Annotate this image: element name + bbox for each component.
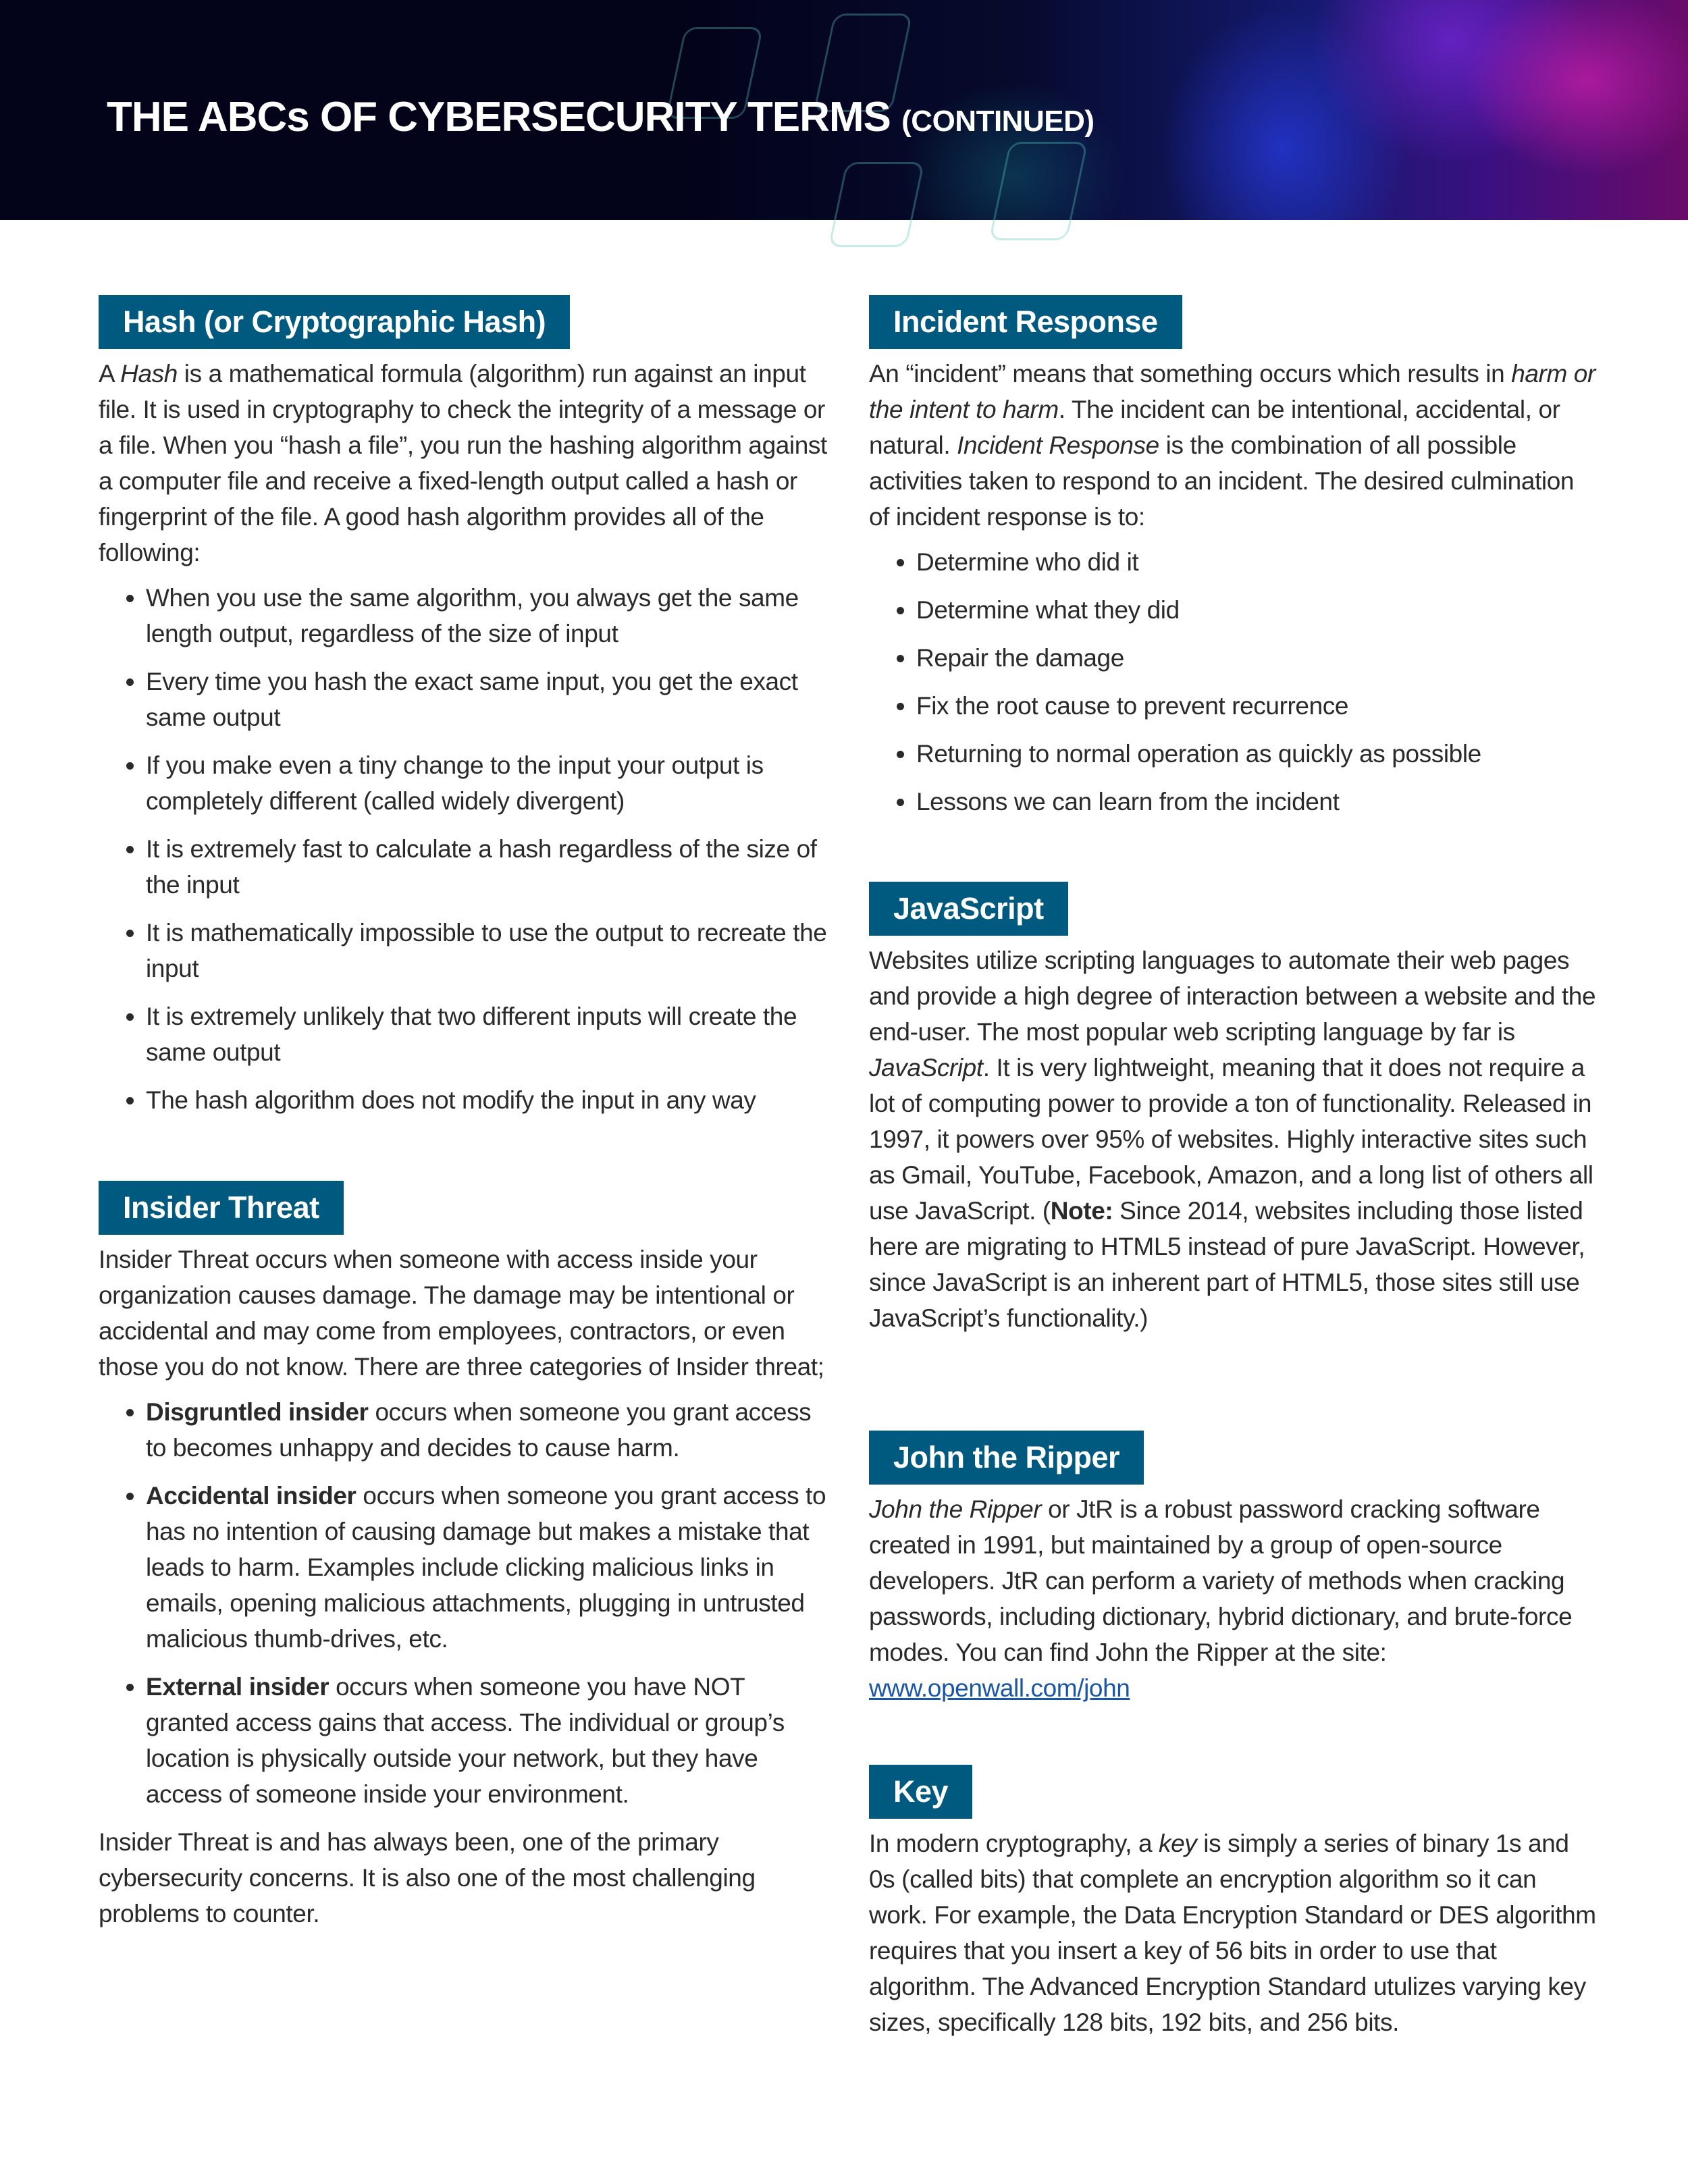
list-item: [146, 915, 828, 986]
list-item: [146, 998, 828, 1070]
section-heading: JavaScript: [869, 882, 1068, 936]
text-run: Lessons we can learn from the incident: [916, 788, 1340, 816]
text-run: It is mathematically impossible to use the output to recreate the input: [146, 919, 827, 982]
text-run: An “incident” means that something occurs which results in: [869, 360, 1512, 388]
text-run: . It is very lightweight, meaning that it does not require a lot of computing power to provide a ton of functionality. Released in 1997, it powers over 95% of websites. Highly interactive sites such as Gmail, YouTube, Facebook, Amazon, and a long list of others all use JavaScript. (: [869, 1054, 1593, 1225]
paragraph: [869, 356, 1598, 535]
list-item: [146, 1394, 828, 1466]
website-link[interactable]: www.openwall.com/john: [869, 1674, 1130, 1702]
list-item: [146, 664, 828, 735]
paragraph: [869, 942, 1598, 1336]
text-run: Websites utilize scripting languages to automate their web pages and provide a high degree of interaction between a website and the end-user. The most popular web scripting language by far is: [869, 947, 1596, 1046]
text-run: Insider Threat is and has always been, one of the primary cybersecurity concerns. It is also one of the most challenging problems to counter.: [99, 1828, 756, 1927]
section-john-the-ripper: [869, 1431, 1598, 1706]
paragraph: [99, 1824, 828, 1932]
text-run: is simply a series of binary 1s and 0s (called bits) that complete an encryption algorithm so it can work. For example, the Data Encryption Standard or DES algorithm requires that you insert a key of 56 bits in order to use that algorithm. The Advanced Encryption Standard utulizes varying key sizes, specifically 128 bits, 192 bits, and 256 bits.: [869, 1830, 1596, 2036]
text-run: A: [99, 360, 121, 388]
italic-term: key: [1159, 1830, 1197, 1857]
text-run: Determine what they did: [916, 596, 1180, 624]
italic-term: Hash: [120, 360, 178, 388]
bullet-list: [99, 1394, 828, 1812]
bullet-list: [99, 580, 828, 1118]
list-item: [916, 544, 1598, 580]
list-item: [146, 1082, 828, 1118]
section-heading: Key: [869, 1765, 972, 1819]
text-run: is the combination of all possible activities taken to respond to an incident. The desired culmination of incident response is to:: [869, 431, 1575, 531]
list-item: [916, 784, 1598, 820]
text-run: occurs when someone you have NOT granted access gains that access. The individual or group’s location is physically outside your network, but they have access of someone inside your environment.: [146, 1673, 785, 1808]
bold-term: Disgruntled insider: [146, 1398, 369, 1426]
text-run: Returning to normal operation as quickly as possible: [916, 740, 1481, 768]
section-heading: Incident Response: [869, 295, 1182, 349]
page-title: [107, 93, 1094, 141]
list-item: [146, 747, 828, 819]
italic-term: harm or the intent to harm: [869, 360, 1595, 423]
bold-term: Note:: [1050, 1197, 1113, 1225]
keyboard-key-decoration: [828, 162, 925, 247]
section-key: [869, 1765, 1598, 2040]
list-item: [146, 580, 828, 651]
bullet-list: [869, 544, 1598, 820]
list-item: [916, 736, 1598, 772]
bold-term: Accidental insider: [146, 1482, 357, 1510]
text-run: Since 2014, websites including those listed here are migrating to HTML5 instead of pure JavaScript. However, since JavaScript is an inherent part of HTML5, those sites still use JavaScript’s functionality.): [869, 1197, 1585, 1332]
text-run: If you make even a tiny change to the input your output is completely different (called widely divergent): [146, 751, 764, 815]
text-run: Every time you hash the exact same input, you get the exact same output: [146, 668, 798, 731]
text-run: occurs when someone you grant access to becomes unhappy and decides to cause harm.: [146, 1398, 812, 1462]
section-incident-response: [869, 295, 1598, 832]
section-heading: Hash (or Cryptographic Hash): [99, 295, 570, 349]
list-item: [916, 592, 1598, 628]
text-run: It is extremely unlikely that two different inputs will create the same output: [146, 1003, 797, 1066]
text-run: . The incident can be intentional, accidental, or natural.: [869, 396, 1560, 459]
text-run: Insider Threat occurs when someone with access inside your organization causes damage. The damage may be intentional or accidental and may come from employees, contractors, or even those you do not know. There are three categories of Insider threat;: [99, 1246, 824, 1381]
keyboard-key-decoration: [988, 142, 1088, 240]
text-run: In modern cryptography, a: [869, 1830, 1159, 1857]
section-javascript: [869, 882, 1598, 1336]
section-heading: Insider Threat: [99, 1181, 344, 1235]
list-item: [146, 1478, 828, 1657]
text-run: occurs when someone you grant access to has no intention of causing damage but makes a mistake that leads to harm. Examples include clicking malicious links in emails, opening malicious attachments, plugging in untrusted malicious thumb-drives, etc.: [146, 1482, 826, 1653]
section-heading: John the Ripper: [869, 1431, 1144, 1485]
text-run: is a mathematical formula (algorithm) run against an input file. It is used in cryptography to check the integrity of a message or a file. When you “hash a file”, you run the hashing algorithm against a computer file and receive a fixed-length output called a hash or fingerprint of the file. A good hash algorithm provides all of the following:: [99, 360, 827, 566]
list-item: [916, 640, 1598, 676]
text-run: The hash algorithm does not modify the input in any way: [146, 1086, 756, 1114]
text-run: Fix the root cause to prevent recurrence: [916, 692, 1349, 720]
bold-term: External insider: [146, 1673, 329, 1701]
paragraph: [869, 1491, 1598, 1706]
text-run: or JtR is a robust password cracking software created in 1991, but maintained by a group of open-source developers. JtR can perform a variety of methods when cracking passwords, including dictionary, hybrid dictionary, and brute-force modes. You can find John the Ripper at the site:: [869, 1495, 1573, 1666]
list-item: [146, 1669, 828, 1812]
text-run: It is extremely fast to calculate a hash regardless of the size of the input: [146, 835, 817, 899]
title-subtitle: (CONTINUED): [901, 105, 1094, 138]
italic-term: John the Ripper: [869, 1495, 1042, 1523]
text-run: When you use the same algorithm, you always get the same length output, regardless of the size of input: [146, 584, 799, 647]
header-banner: [0, 0, 1688, 220]
section-hash: [99, 295, 828, 1130]
paragraph: [99, 356, 828, 570]
list-item: [916, 688, 1598, 724]
section-insider-threat: [99, 1181, 828, 1932]
italic-term: Incident Response: [957, 431, 1159, 459]
text-run: Determine who did it: [916, 548, 1139, 576]
title-text: THE ABCs OF CYBERSECURITY TERMS: [107, 94, 891, 140]
text-run: Repair the damage: [916, 644, 1124, 672]
list-item: [146, 831, 828, 903]
paragraph: [869, 1826, 1598, 2040]
italic-term: JavaScript: [869, 1054, 983, 1082]
paragraph: [99, 1242, 828, 1385]
